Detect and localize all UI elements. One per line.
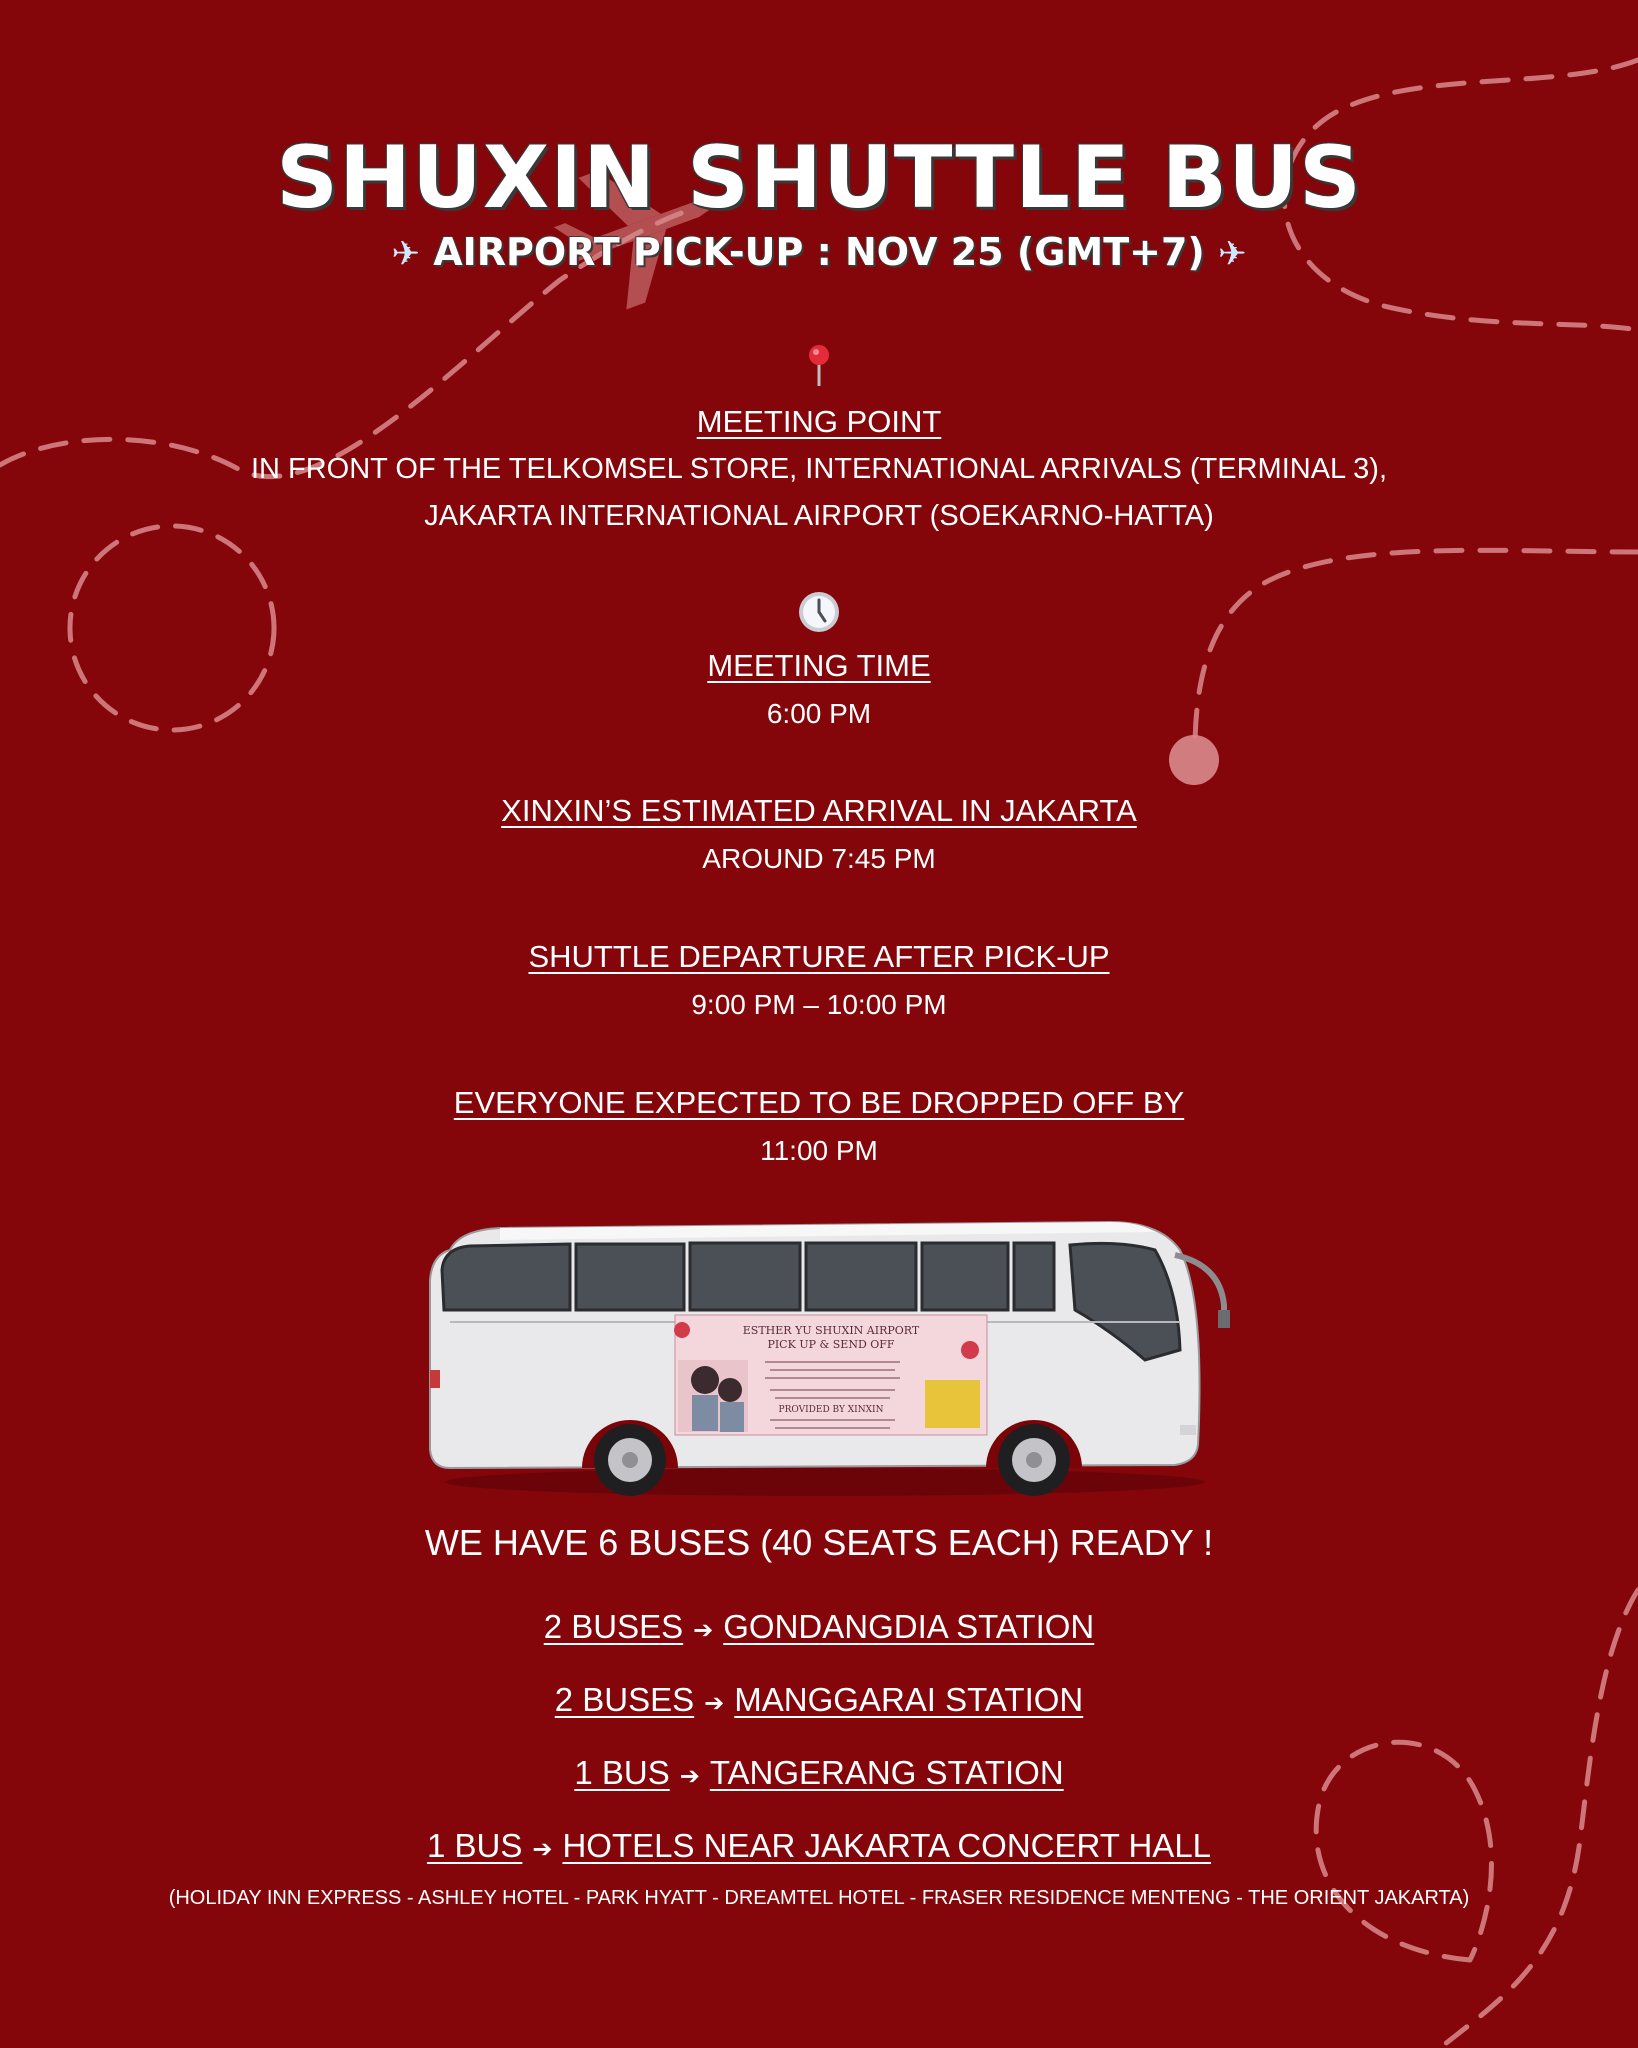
clock-icon — [797, 590, 841, 634]
route-count: 2 BUSES — [543, 1608, 684, 1645]
shuttle-bus-image — [420, 1210, 1230, 1500]
route-item — [0, 1681, 1638, 1719]
dropoff-heading: EVERYONE EXPECTED TO BE DROPPED OFF BY — [453, 1085, 1185, 1120]
meeting-point-line2: JAKARTA INTERNATIONAL AIRPORT (SOEKARNO-HATTA) — [424, 500, 1214, 532]
pushpin-container — [0, 344, 1638, 388]
bus-banner-line1: ESTHER YU SHUXIN AIRPORT — [742, 1324, 920, 1337]
hotels-list: (HOLIDAY INN EXPRESS - ASHLEY HOTEL - PARK HYATT - DREAMTEL HOTEL - FRASER RESIDENCE MENTENG - THE ORIENT JAKARTA) — [168, 1887, 1470, 1909]
subtitle — [0, 230, 1638, 274]
arrival-value: AROUND 7:45 PM — [702, 843, 936, 874]
arrow-right-icon: ➔ — [704, 1690, 725, 1717]
dropoff-value: 11:00 PM — [760, 1135, 878, 1166]
route-destination: MANGGARAI STATION — [734, 1681, 1084, 1718]
clock-container — [0, 590, 1638, 634]
route-item — [0, 1754, 1638, 1792]
route-count: 2 BUSES — [554, 1681, 695, 1718]
meeting-time-value: 6:00 PM — [766, 698, 872, 729]
route-item — [0, 1608, 1638, 1646]
bus-banner-provided: PROVIDED BY XINXIN — [778, 1405, 884, 1415]
route-count: 1 BUS — [574, 1754, 670, 1791]
route-destination: TANGERANG STATION — [709, 1754, 1064, 1791]
buses-ready-text: WE HAVE 6 BUSES (40 SEATS EACH) READY ! — [424, 1522, 1214, 1563]
arrival-heading: XINXIN’S ESTIMATED ARRIVAL IN JAKARTA — [501, 793, 1137, 828]
meeting-point-heading: MEETING POINT — [696, 404, 942, 439]
airplane-departure-icon: ✈ — [1218, 234, 1247, 274]
meeting-time-heading: MEETING TIME — [707, 648, 931, 683]
route-destination: GONDANGDIA STATION — [723, 1608, 1095, 1645]
airplane-departure-icon: ✈ — [391, 234, 420, 274]
arrow-right-icon: ➔ — [532, 1836, 553, 1863]
meeting-point-line1: IN FRONT OF THE TELKOMSEL STORE, INTERNATIONAL ARRIVALS (TERMINAL 3), — [250, 453, 1388, 485]
bus-banner-line2: PICK UP & SEND OFF — [767, 1338, 895, 1351]
departure-value: 9:00 PM – 10:00 PM — [691, 989, 947, 1020]
subtitle-text: AIRPORT PICK-UP : NOV 25 (GMT+7) — [433, 230, 1205, 274]
page-title: SHUXIN SHUTTLE BUS — [276, 128, 1362, 228]
route-item — [0, 1827, 1638, 1865]
route-count: 1 BUS — [426, 1827, 523, 1864]
route-destination: HOTELS NEAR JAKARTA CONCERT HALL — [562, 1827, 1212, 1864]
departure-heading: SHUTTLE DEPARTURE AFTER PICK-UP — [528, 939, 1110, 974]
round-pushpin-icon — [807, 344, 831, 388]
arrow-right-icon: ➔ — [679, 1763, 700, 1790]
arrow-right-icon: ➔ — [693, 1617, 714, 1644]
